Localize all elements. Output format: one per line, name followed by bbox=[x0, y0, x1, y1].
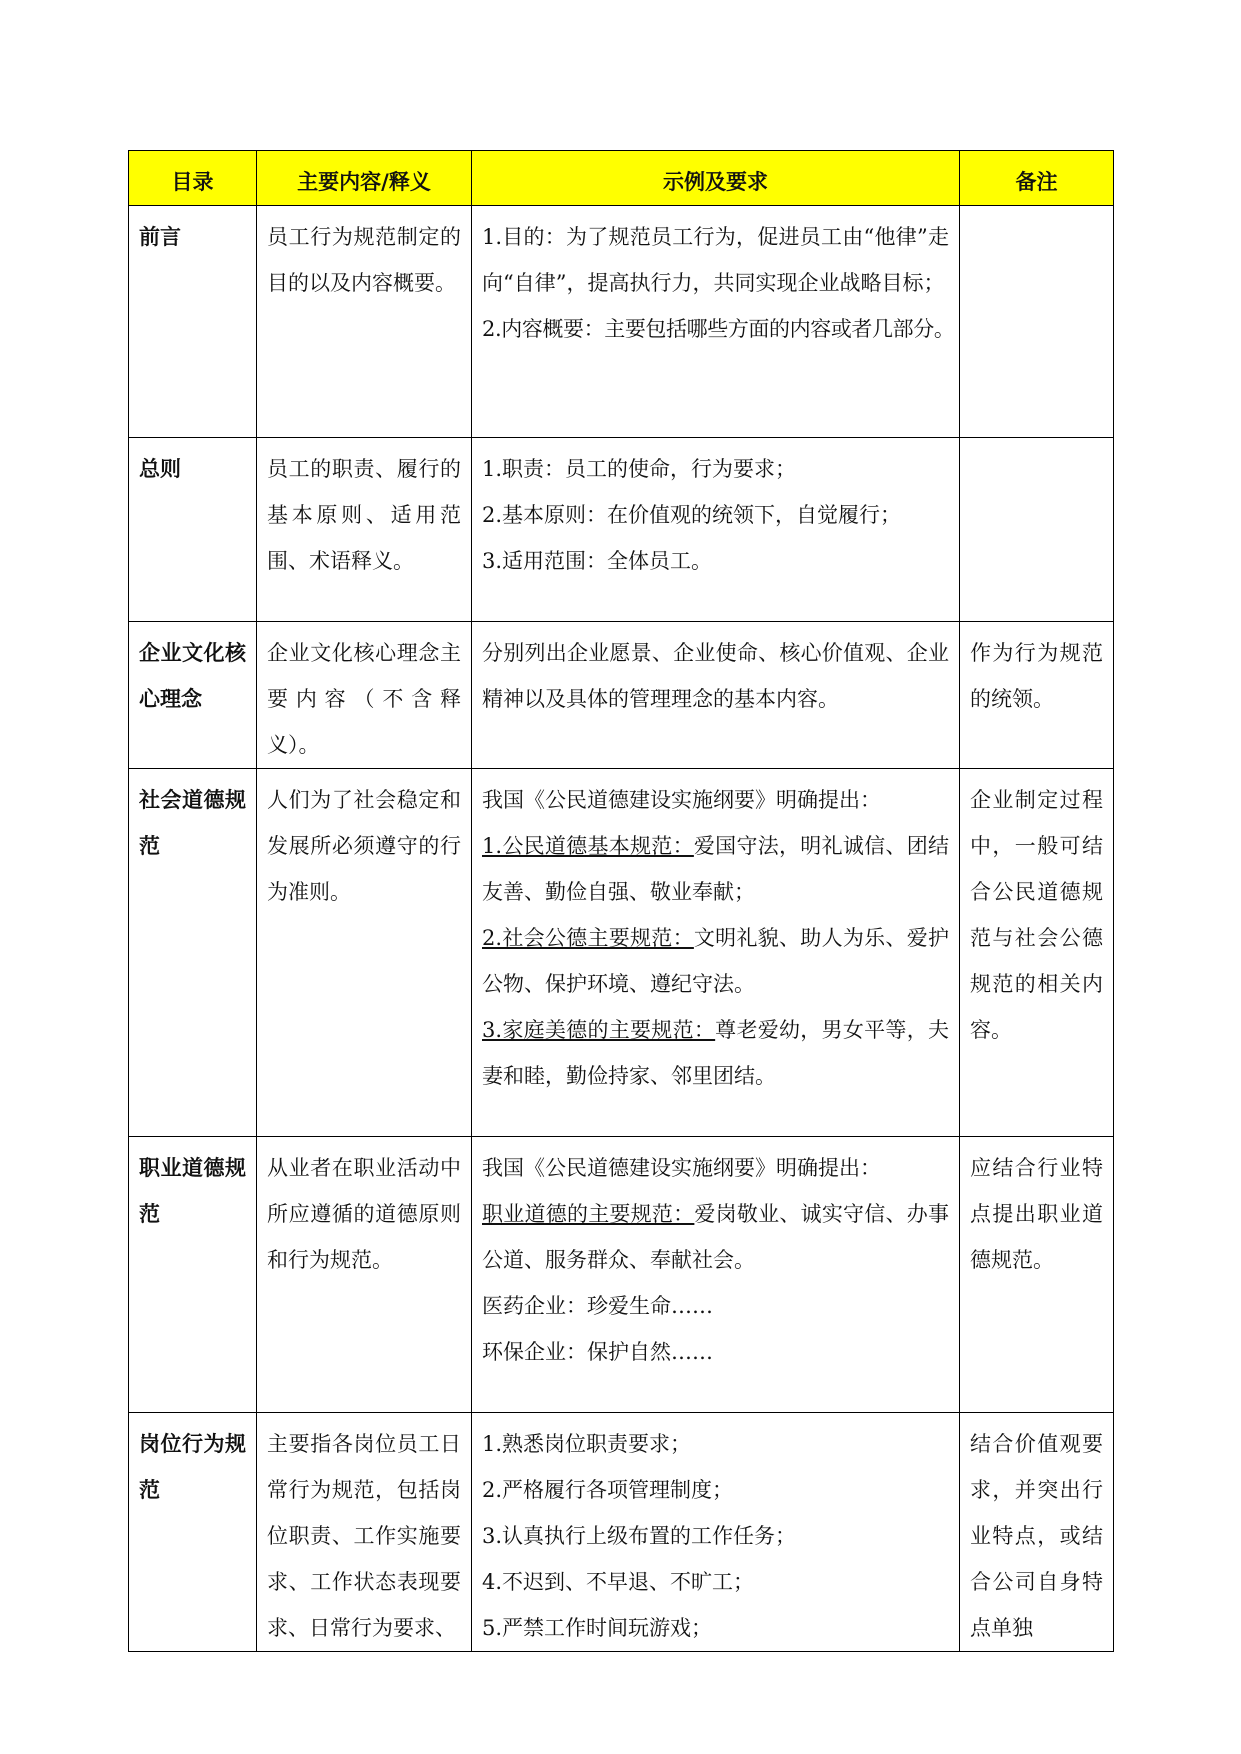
example-line: 分别列出企业愿景、企业使命、核心价值观、企业精神以及具体的管理理念的基本内容。 bbox=[482, 641, 949, 711]
row-remark bbox=[960, 206, 1114, 438]
example-line: 1.职责：员工的使命，行为要求； bbox=[482, 457, 797, 481]
row-category: 岗位行为规范 bbox=[129, 1413, 257, 1652]
row-content: 人们为了社会稳定和发展所必须遵守的行为准则。 bbox=[257, 769, 472, 1137]
row-remark: 作为行为规范的统领。 bbox=[960, 622, 1114, 769]
example-line: 2.社会公德主要规范：文明礼貌、助人为乐、爱护公物、保护环境、遵纪守法。 bbox=[482, 926, 949, 996]
norms-table bbox=[128, 150, 1114, 1652]
example-line: 1.熟悉岗位职责要求； bbox=[482, 1432, 692, 1456]
example-line: 1.目的：为了规范员工行为，促进员工由“他律”走向“自律”，提高执行力，共同实现企业战略目标； bbox=[482, 225, 949, 295]
example-line: 2.内容概要：主要包括哪些方面的内容或者几部分。 bbox=[482, 317, 955, 341]
row-examples bbox=[472, 206, 960, 438]
row-content: 从业者在职业活动中所应遵循的道德原则和行为规范。 bbox=[257, 1137, 472, 1413]
example-line: 3.适用范围：全体员工。 bbox=[482, 549, 713, 573]
header-content: 主要内容/释义 bbox=[257, 151, 472, 206]
header-catalog: 目录 bbox=[129, 151, 257, 206]
example-line: 我国《公民道德建设实施纲要》明确提出： bbox=[482, 788, 881, 812]
table-row bbox=[129, 769, 1114, 1137]
example-line: 2.基本原则：在价值观的统领下，自觉履行； bbox=[482, 503, 902, 527]
table-row bbox=[129, 622, 1114, 769]
row-content: 员工行为规范制定的目的以及内容概要。 bbox=[257, 206, 472, 438]
example-line: 医药企业：珍爱生命…… bbox=[482, 1294, 713, 1318]
table-row bbox=[129, 438, 1114, 622]
row-examples bbox=[472, 622, 960, 769]
row-category: 社会道德规范 bbox=[129, 769, 257, 1137]
table-row bbox=[129, 206, 1114, 438]
row-content: 员工的职责、履行的基本原则、适用范围、术语释义。 bbox=[257, 438, 472, 622]
row-remark bbox=[960, 438, 1114, 622]
example-line: 5.严禁工作时间玩游戏； bbox=[482, 1616, 713, 1640]
row-examples bbox=[472, 1413, 960, 1652]
row-examples bbox=[472, 769, 960, 1137]
example-line: 2.严格履行各项管理制度； bbox=[482, 1478, 734, 1502]
example-line: 3.家庭美德的主要规范：尊老爱幼，男女平等，夫妻和睦，勤俭持家、邻里团结。 bbox=[482, 1018, 949, 1088]
example-line: 3.认真执行上级布置的工作任务； bbox=[482, 1524, 797, 1548]
example-line: 环保企业：保护自然…… bbox=[482, 1340, 713, 1364]
row-remark: 企业制定过程中，一般可结合公民道德规范与社会公德规范的相关内容。 bbox=[960, 769, 1114, 1137]
row-remark: 应结合行业特点提出职业道德规范。 bbox=[960, 1137, 1114, 1413]
row-content: 企业文化核心理念主要内容（不含释义）。 bbox=[257, 622, 472, 769]
row-category: 企业文化核心理念 bbox=[129, 622, 257, 769]
example-line: 1.公民道德基本规范：爱国守法，明礼诚信、团结友善、勤俭自强、敬业奉献； bbox=[482, 834, 949, 904]
row-category: 职业道德规范 bbox=[129, 1137, 257, 1413]
example-line: 我国《公民道德建设实施纲要》明确提出： bbox=[482, 1156, 881, 1180]
header-examples: 示例及要求 bbox=[472, 151, 960, 206]
example-line: 4.不迟到、不早退、不旷工； bbox=[482, 1570, 755, 1594]
header-remark: 备注 bbox=[960, 151, 1114, 206]
row-remark: 结合价值观要求，并突出行业特点，或结合公司自身特点单独 bbox=[960, 1413, 1114, 1652]
example-line: 职业道德的主要规范：爱岗敬业、诚实守信、办事公道、服务群众、奉献社会。 bbox=[482, 1202, 950, 1272]
header-row bbox=[129, 151, 1114, 206]
row-content: 主要指各岗位员工日常行为规范，包括岗位职责、工作实施要求、工作状态表现要求、日常行为要求、 bbox=[257, 1413, 472, 1652]
row-category: 总则 bbox=[129, 438, 257, 622]
row-category: 前言 bbox=[129, 206, 257, 438]
table-row bbox=[129, 1137, 1114, 1413]
table-row bbox=[129, 1413, 1114, 1652]
row-examples bbox=[472, 1137, 960, 1413]
row-examples bbox=[472, 438, 960, 622]
